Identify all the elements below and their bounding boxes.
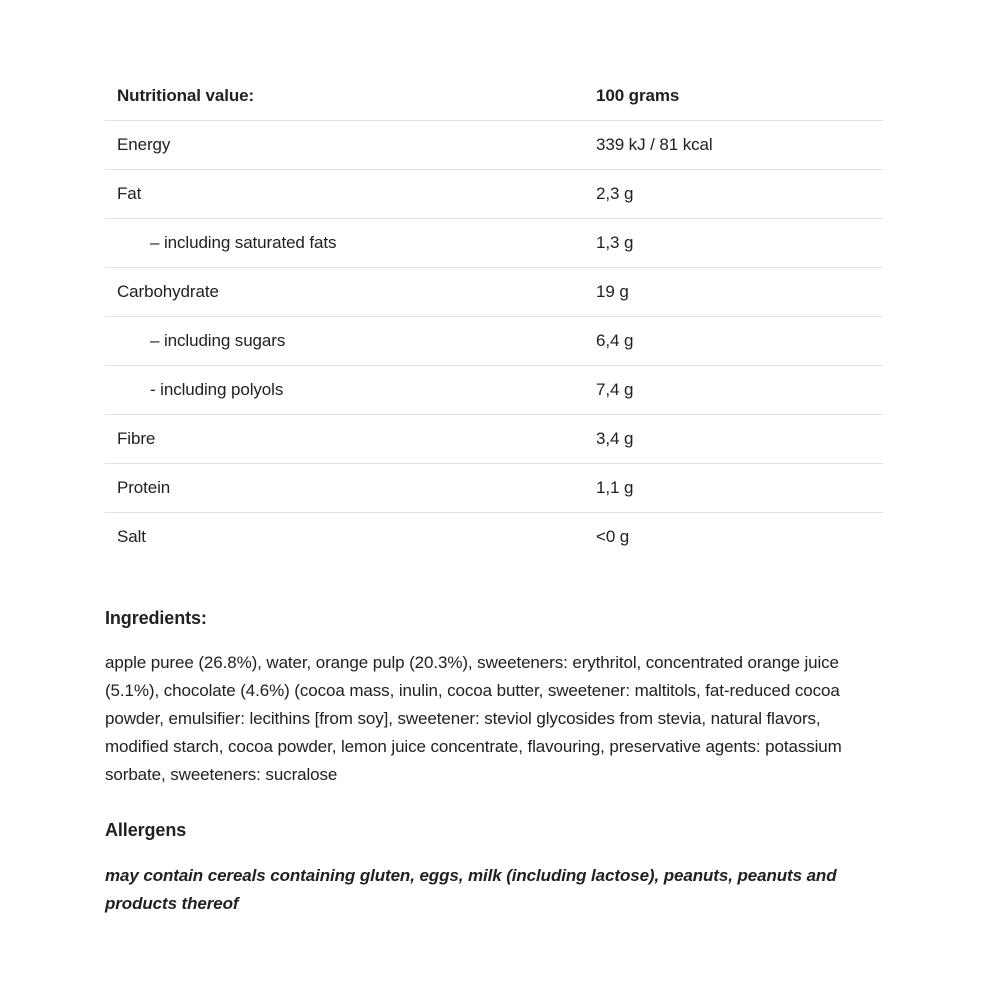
table-row (105, 512, 883, 561)
nutrition-table-body (105, 120, 883, 561)
nutrition-table-header-amount: 100 grams (596, 86, 680, 105)
row-value: 7,4 g (596, 380, 634, 399)
table-row (105, 414, 883, 463)
table-row (105, 218, 883, 267)
row-label: Fat (117, 184, 142, 203)
row-label: Carbohydrate (117, 282, 219, 301)
row-value: 2,3 g (596, 184, 634, 203)
row-value: 3,4 g (596, 429, 634, 448)
allergens-text: may contain cereals containing gluten, eggs, milk (including lactose), peanuts, peanuts and products thereof (105, 866, 837, 913)
row-value: 1,3 g (596, 233, 634, 252)
table-row (105, 120, 883, 169)
ingredients-text: apple puree (26.8%), water, orange pulp (20.3%), sweeteners: erythritol, concentrated orange juice (5.1%), chocolate (4.6%) (cocoa mass, inulin, cocoa butter, sweetener: maltitols, fat-reduced cocoa powder, emulsifier: lecithins [from soy], sweetener: steviol glycosides from stevia, natural flavors, modified starch, cocoa powder, lemon juice concentrate, flavouring, preservative agents: potassium sorbate, sweeteners: sucralose (105, 653, 842, 784)
allergens-heading: Allergens (105, 820, 187, 840)
table-row (105, 267, 883, 316)
row-label: - including polyols (150, 380, 284, 399)
ingredients-heading: Ingredients: (105, 608, 207, 628)
nutrition-table-header (105, 72, 883, 120)
row-label: – including sugars (150, 331, 286, 350)
table-row (105, 463, 883, 512)
row-label: Fibre (117, 429, 156, 448)
row-value: 339 kJ / 81 kcal (596, 135, 713, 154)
table-row (105, 365, 883, 414)
row-label: – including saturated fats (150, 233, 337, 252)
row-value: 1,1 g (596, 478, 634, 497)
table-row (105, 316, 883, 365)
row-label: Energy (117, 135, 171, 154)
row-value: <0 g (596, 527, 630, 546)
row-value: 19 g (596, 282, 629, 301)
row-value: 6,4 g (596, 331, 634, 350)
nutrition-table (105, 72, 883, 561)
row-label: Salt (117, 527, 146, 546)
nutrition-table-header-label: Nutritional value: (117, 86, 255, 105)
content-area (105, 72, 883, 918)
table-row (105, 169, 883, 218)
row-label: Protein (117, 478, 171, 497)
